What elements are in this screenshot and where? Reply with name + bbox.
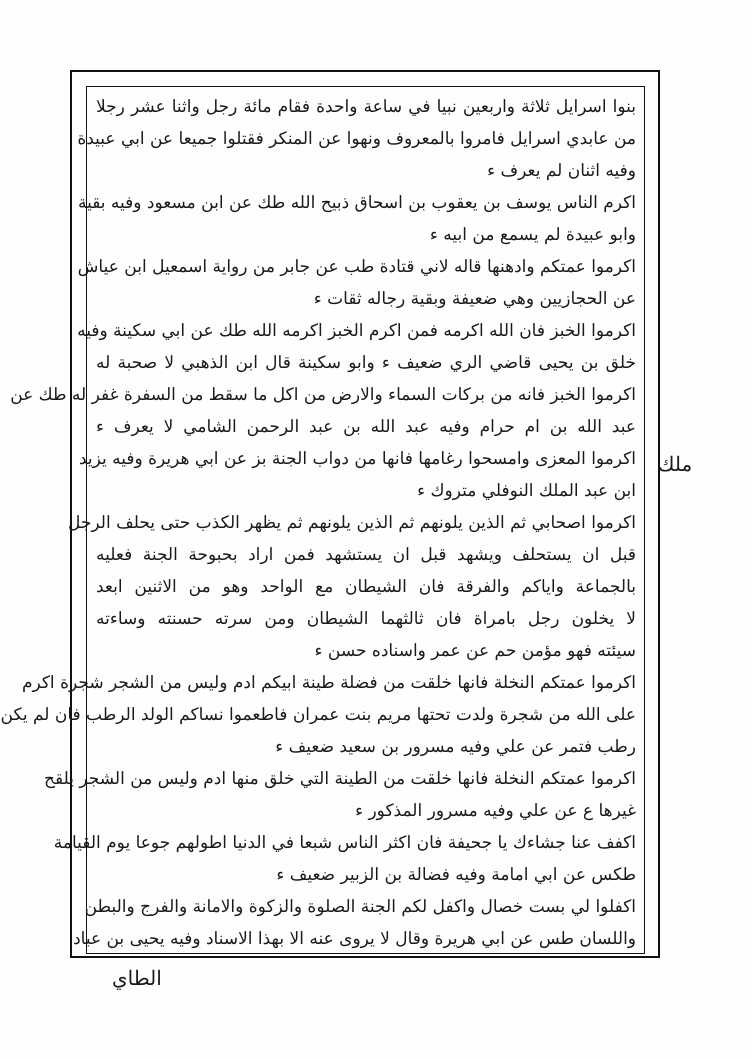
text-line-20: على الله من شجرة ولدت تحتها مريم بنت عمران فاطعموا نساكم الولد الرطب فان لم يكن (0, 705, 636, 725)
text-line-21: رطب فتمر عن علي وفيه مسرور بن سعيد ضعيف ء (275, 737, 636, 757)
text-line-16: بالجماعة واياكم والفرقة فان الشيطان مع الواحد وهو من الاثنين ابعد (96, 577, 636, 597)
text-line-24: اكفف عنا جشاءك يا جحيفة فان اكثر الناس شبعا في الدنيا اطولهم جوعا يوم القيامة (53, 833, 636, 853)
text-line-17: لا يخلون رجل بامراة فان ثالثهما الشيطان ومن سرته حسنته وساءته (96, 609, 636, 629)
manuscript-text-block (0, 92, 636, 952)
text-line-26: اكفلوا لي بست خصال واكفل لكم الجنة الصلوة والزكوة والامانة والفرج والبطن (84, 897, 636, 917)
text-line-8: اكرموا الخبز فان الله اكرمه فمن اكرم الخبز اكرمه الله طك عن ابي سكينة وفيه (77, 321, 636, 341)
text-line-14: اكرموا اصحابي ثم الذين يلونهم ثم الذين يلونهم ثم يظهر الكذب حتى يحلف الرجل (68, 513, 636, 533)
text-line-15: قبل ان يستحلف ويشهد قبل ان يستشهد فمن اراد بحبوحة الجنة فعليه (96, 545, 636, 565)
text-line-19: اكرموا عمتكم النخلة فانها خلقت من فضلة طينة ابيكم ادم وليس من الشجر شجرة اكرم (21, 673, 636, 693)
text-line-6: اكرموا عمتكم وادهنها قاله لاني قتادة طب عن جابر من رواية اسمعيل ابن عياش (77, 257, 636, 277)
text-line-18: سيئته فهو مؤمن حم عن عمر واسناده حسن ء (314, 641, 636, 661)
text-line-25: طكس عن ابي امامة وفيه فضالة بن الزبير ضعيف ء (276, 865, 636, 885)
text-line-27: واللسان طس عن ابي هريرة وقال لا يروى عنه الا بهذا الاسناد وفيه يحيى بن عباد (73, 929, 636, 949)
margin-note: ملك (658, 452, 693, 476)
text-line-10: اكرموا الخبز فانه من بركات السماء والارض من اكل ما سقط من السفرة غفر له طك عن (10, 385, 636, 405)
text-line-12: اكرموا المعزى وامسحوا رغامها فانها من دواب الجنة بز عن ابي هريرة وفيه يزيد (78, 449, 636, 469)
text-line-5: وابو عبيدة لم يسمع من ابيه ء (429, 225, 636, 245)
text-line-13: ابن عبد الملك النوفلي متروك ء (417, 481, 636, 501)
text-line-1: بنوا اسرايل ثلاثة واربعين نبيا في ساعة واحدة فقام مائة رجل واثنا عشر رجلا (96, 97, 636, 117)
text-line-7: عن الحجازيين وهي ضعيفة وبقية رجاله ثقات ء (313, 289, 636, 309)
text-line-2: من عابدي اسرايل فامروا بالمعروف ونهوا عن المنكر فقتلوا جميعا عن ابي عبيدة (77, 129, 636, 149)
text-line-22: اكرموا عمتكم النخلة فانها خلقت من الطينة التي خلق منها ادم وليس من الشجر يلقح (44, 769, 636, 789)
text-line-9: خلق بن يحيى قاضي الري ضعيف ء وابو سكينة قال ابن الذهبي لا صحبة له (96, 353, 636, 373)
text-line-3: وفيه اثنان لم يعرف ء (487, 161, 636, 181)
catchword: الطاي (112, 966, 162, 990)
text-line-23: غيرها ع عن علي وفيه مسرور المذكور ء (355, 801, 636, 821)
text-line-11: عبد الله بن ام حرام وفيه عبد الله بن عبد الرحمن الشامي لا يعرف ء (96, 417, 636, 437)
text-line-4: اكرم الناس يوسف بن يعقوب بن اسحاق ذبيح الله طك عن ابن مسعود وفيه بقية (77, 193, 636, 213)
